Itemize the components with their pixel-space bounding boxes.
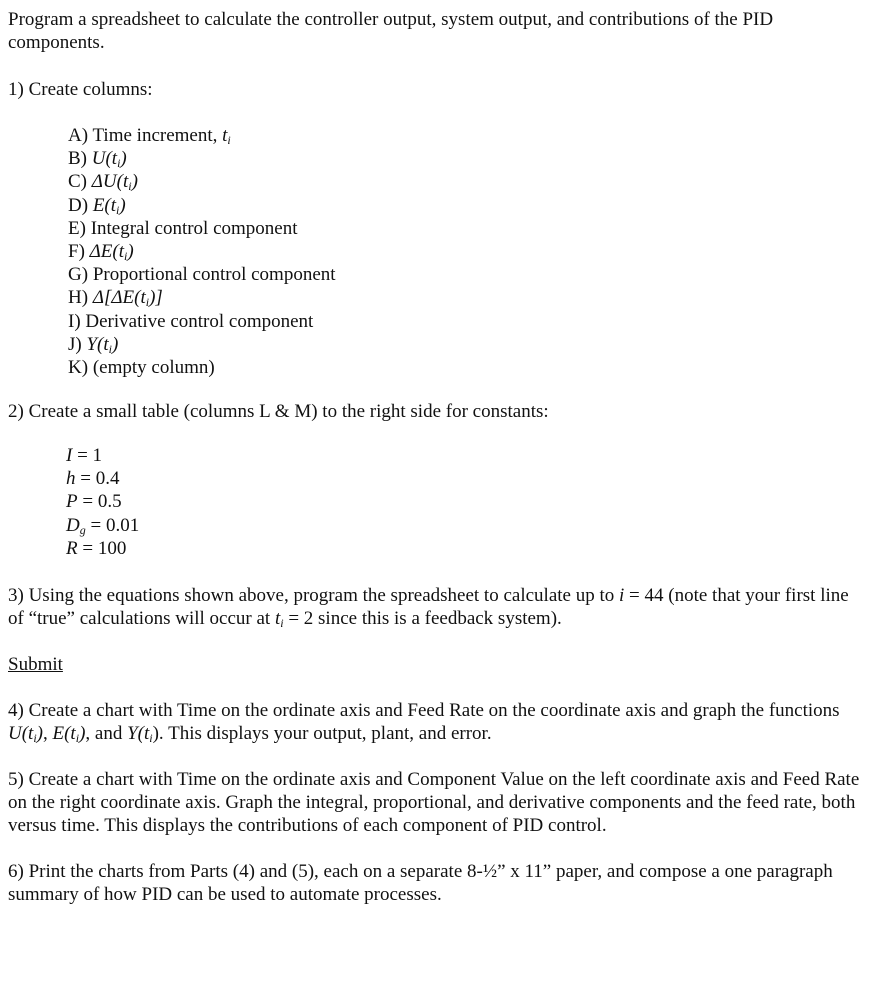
step3-paragraph: 3) Using the equations shown above, program the spreadsheet to calculate up to i = 44 (note that your first line of “true” calculations will occur at $t_i = 2$ since this is a feedback system). bbox=[8, 585, 849, 630]
step4-paragraph: 4) Create a chart with Time on the ordinate axis and Feed Rate on the coordinate axis and graph the functions $U(t_i)$, $E(t_i)$, and $Y(t_i)$. This displays your output, plant, and error. bbox=[8, 700, 840, 745]
intro-paragraph: Program a spreadsheet to calculate the controller output, system output, and contributions of the PID components. bbox=[8, 9, 774, 53]
step1-heading: 1) Create columns: bbox=[8, 79, 153, 100]
constant-h: h = 0.4 bbox=[66, 468, 120, 490]
column-item-k: K) (empty column) bbox=[68, 356, 215, 378]
columns-list bbox=[68, 124, 768, 379]
column-item-d: D) $E(t_i)$ bbox=[68, 194, 126, 217]
submit-row bbox=[8, 653, 868, 676]
column-item-f: F) $\Delta E(t_i)$ bbox=[68, 240, 134, 263]
constant-r: R = 100 bbox=[66, 537, 127, 559]
column-item-i: I) Derivative control component bbox=[68, 310, 314, 332]
step5-paragraph: 5) Create a chart with Time on the ordinate axis and Component Value on the left coordinate axis and Feed Rate on the right coordinate axis. Graph the integral, proportional, and derivative components and the feed rate, both versus time. This displays the contributions of each component of PID control. bbox=[8, 769, 860, 836]
column-item-a: A) Time increment, $t_i$ bbox=[68, 125, 231, 147]
constant-p: P = 0.5 bbox=[66, 491, 122, 513]
constant-i: I = 1 bbox=[66, 445, 103, 466]
submit-link[interactable]: Submit bbox=[8, 654, 63, 675]
column-item-g: G) Proportional control component bbox=[68, 264, 336, 286]
column-item-h: H) $\Delta[\Delta E(t_i)]$ bbox=[68, 287, 163, 310]
step6-paragraph: 6) Print the charts from Parts (4) and (5), each on a separate 8-½” x 11” paper, and compose a one paragraph summary of how PID can be used to automate processes. bbox=[8, 861, 833, 905]
constants-list bbox=[66, 444, 139, 560]
column-item-b: B) $U(t_i)$ bbox=[68, 148, 127, 171]
constant-dg: $D_g = 0.01$ bbox=[66, 514, 140, 537]
step2-heading: 2) Create a small table (columns L & M) to the right side for constants: bbox=[8, 401, 549, 422]
column-item-c: C) $\Delta U(t_i)$ bbox=[68, 171, 138, 194]
column-item-j: J) $Y(t_i)$ bbox=[68, 333, 119, 356]
column-item-e: E) Integral control component bbox=[68, 217, 298, 239]
